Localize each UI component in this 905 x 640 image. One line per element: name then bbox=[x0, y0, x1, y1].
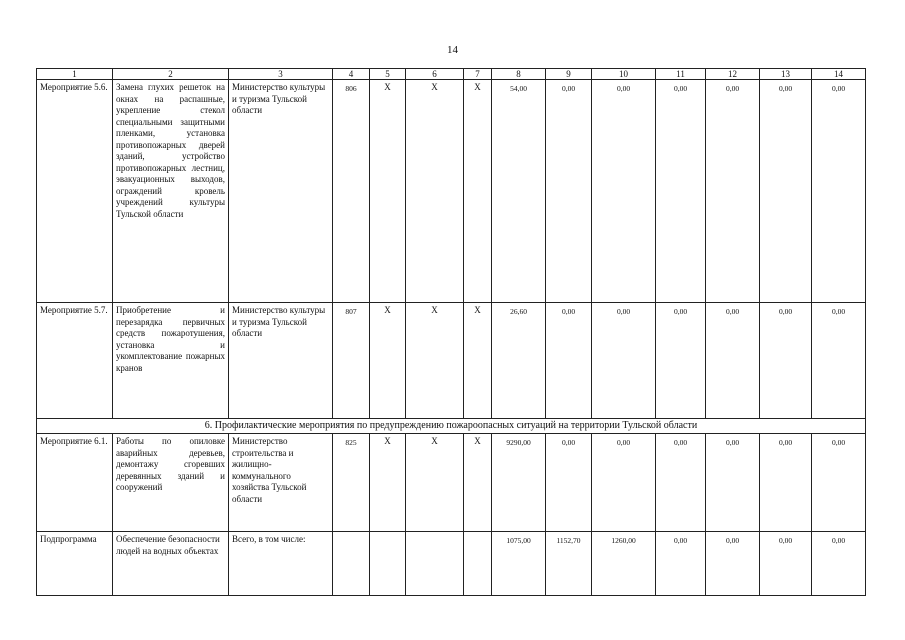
code-cell: 806 bbox=[333, 80, 370, 303]
amount-cell: 0,00 bbox=[760, 434, 812, 532]
header-cell: 11 bbox=[656, 69, 706, 80]
amount-cell: 0,00 bbox=[656, 80, 706, 303]
amount-cell: 0,00 bbox=[546, 80, 592, 303]
amount-cell: 0,00 bbox=[592, 303, 656, 419]
responsible-executor: Министерство культуры и туризма Тульской области bbox=[229, 80, 333, 303]
measure-description: Замена глухих решеток на окнах на распашные, укрепление стекол специальными защитными пленками, установка противопожарных дверей зданий, устройство противопожарных лестниц, эвакуационных выходов, ограждений кровель учреждений культуры Тульской области bbox=[113, 80, 229, 303]
x-cell: X bbox=[406, 80, 464, 303]
amount-cell: 26,60 bbox=[492, 303, 546, 419]
amount-cell: 0,00 bbox=[592, 434, 656, 532]
header-cell: 12 bbox=[706, 69, 760, 80]
amount-cell: 0,00 bbox=[760, 80, 812, 303]
header-cell: 8 bbox=[492, 69, 546, 80]
header-cell: 7 bbox=[464, 69, 492, 80]
measure-description: Работы по опиловке аварийных деревьев, демонтажу сгоревших деревянных зданий и сооружений bbox=[113, 434, 229, 532]
amount-cell: 0,00 bbox=[592, 80, 656, 303]
header-cell: 1 bbox=[37, 69, 113, 80]
x-cell bbox=[406, 532, 464, 596]
table-row bbox=[37, 532, 866, 596]
x-cell: X bbox=[370, 303, 406, 419]
header-cell: 3 bbox=[229, 69, 333, 80]
code-cell bbox=[333, 532, 370, 596]
header-row bbox=[37, 69, 866, 80]
measure-description: Обеспечение безопасности людей на водных объектах bbox=[113, 532, 229, 596]
amount-cell: 0,00 bbox=[546, 434, 592, 532]
amount-cell: 0,00 bbox=[546, 303, 592, 419]
measure-label: Мероприятие 6.1. bbox=[37, 434, 113, 532]
code-cell: 825 bbox=[333, 434, 370, 532]
amount-cell: 0,00 bbox=[656, 532, 706, 596]
amount-cell: 0,00 bbox=[812, 303, 866, 419]
amount-cell: 0,00 bbox=[656, 303, 706, 419]
responsible-executor: Министерство строительства и жилищно-коммунального хозяйства Тульской области bbox=[229, 434, 333, 532]
header-cell: 14 bbox=[812, 69, 866, 80]
table-row bbox=[37, 303, 866, 419]
x-cell: X bbox=[406, 303, 464, 419]
amount-cell: 0,00 bbox=[656, 434, 706, 532]
table-row bbox=[37, 434, 866, 532]
x-cell: X bbox=[370, 434, 406, 532]
x-cell: X bbox=[464, 434, 492, 532]
header-cell: 5 bbox=[370, 69, 406, 80]
x-cell bbox=[464, 532, 492, 596]
x-cell: X bbox=[464, 80, 492, 303]
amount-cell: 1075,00 bbox=[492, 532, 546, 596]
responsible-executor: Всего, в том числе: bbox=[229, 532, 333, 596]
amount-cell: 0,00 bbox=[760, 532, 812, 596]
amount-cell: 0,00 bbox=[812, 532, 866, 596]
amount-cell: 0,00 bbox=[706, 303, 760, 419]
measure-label: Мероприятие 5.6. bbox=[37, 80, 113, 303]
amount-cell: 0,00 bbox=[760, 303, 812, 419]
responsible-executor: Министерство культуры и туризма Тульской области bbox=[229, 303, 333, 419]
amount-cell: 1260,00 bbox=[592, 532, 656, 596]
measure-description: Приобретение и перезарядка первичных средств пожаротушения, установка и укомплектование пожарных кранов bbox=[113, 303, 229, 419]
header-cell: 6 bbox=[406, 69, 464, 80]
amount-cell: 0,00 bbox=[812, 80, 866, 303]
amount-cell: 0,00 bbox=[706, 80, 760, 303]
section-title: 6. Профилактические мероприятия по предупреждению пожароопасных ситуаций на территории Тульской области bbox=[37, 419, 866, 434]
code-cell: 807 bbox=[333, 303, 370, 419]
amount-cell: 1152,70 bbox=[546, 532, 592, 596]
page-number: 14 bbox=[447, 44, 458, 56]
header-cell: 4 bbox=[333, 69, 370, 80]
amount-cell: 0,00 bbox=[706, 434, 760, 532]
amount-cell: 9290,00 bbox=[492, 434, 546, 532]
x-cell bbox=[370, 532, 406, 596]
amount-cell: 54,00 bbox=[492, 80, 546, 303]
x-cell: X bbox=[370, 80, 406, 303]
section-row bbox=[37, 419, 866, 434]
amount-cell: 0,00 bbox=[812, 434, 866, 532]
header-cell: 10 bbox=[592, 69, 656, 80]
x-cell: X bbox=[464, 303, 492, 419]
measure-label: Подпрограмма bbox=[37, 532, 113, 596]
table-row bbox=[37, 80, 866, 303]
amount-cell: 0,00 bbox=[706, 532, 760, 596]
header-cell: 9 bbox=[546, 69, 592, 80]
header-cell: 2 bbox=[113, 69, 229, 80]
x-cell: X bbox=[406, 434, 464, 532]
header-cell: 13 bbox=[760, 69, 812, 80]
budget-table bbox=[36, 68, 866, 596]
measure-label: Мероприятие 5.7. bbox=[37, 303, 113, 419]
